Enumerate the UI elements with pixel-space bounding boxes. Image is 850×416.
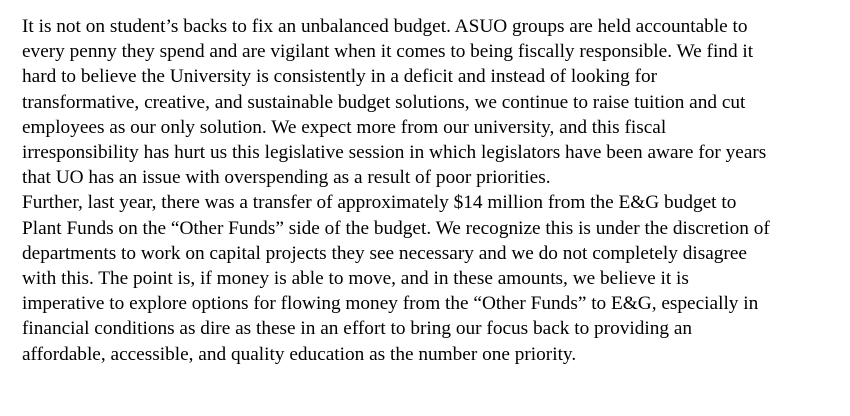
- text-line: with this. The point is, if money is able to move, and in these amounts, we believe it is: [22, 268, 689, 290]
- text-line: financial conditions as dire as these in an effort to bring our focus back to providing an: [22, 318, 693, 340]
- text-line: every penny they spend and are vigilant when it comes to being fiscally responsible. We find it: [22, 41, 754, 63]
- text-line: departments to work on capital projects they see necessary and we do not completely disagree: [22, 242, 747, 264]
- text-line: hard to believe the University is consistently in a deficit and instead of looking for: [22, 66, 658, 88]
- text-line: transformative, creative, and sustainable budget solutions, we continue to raise tuition and cut: [22, 91, 746, 113]
- text-line: Plant Funds on the “Other Funds” side of the budget. We recognize this is under the discretion of: [22, 217, 770, 239]
- text-line: employees as our only solution. We expect more from our university, and this fiscal: [22, 116, 667, 138]
- paragraph-other-funds: [22, 190, 842, 366]
- text-line: that UO has an issue with overspending as a result of poor priorities.: [22, 167, 551, 189]
- text-line: It is not on student’s backs to fix an unbalanced budget. ASUO groups are held accountable to: [22, 16, 748, 37]
- text-line: irresponsibility has hurt us this legislative session in which legislators have been aware for years: [22, 142, 767, 164]
- text-line: affordable, accessible, and quality education as the number one priority.: [22, 343, 577, 365]
- text-line: Further, last year, there was a transfer of approximately $14 million from the E&G budget to: [22, 192, 737, 214]
- paragraph-budget-responsibility: [22, 14, 842, 190]
- document-body: [22, 14, 842, 367]
- text-line: imperative to explore options for flowing money from the “Other Funds” to E&G, especially in: [22, 293, 759, 315]
